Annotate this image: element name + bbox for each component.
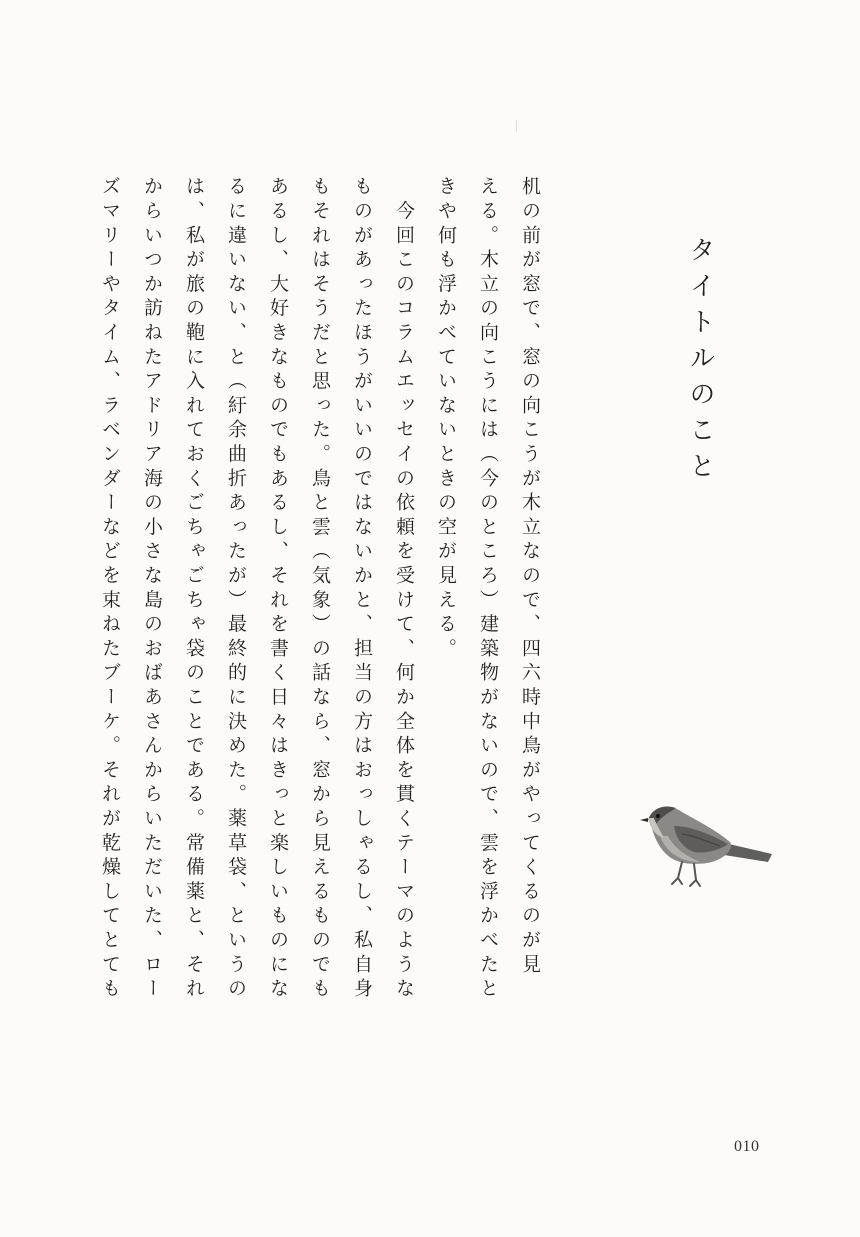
body-line: からいつか訪ねたアドリア海の小さな島のおばあさんからいただいた、ロー: [141, 176, 163, 1003]
body-line: ものがあったほうがいいのではないかと、担当の方はおっしゃるし、私自身: [351, 176, 373, 1003]
page-number: 010: [734, 1138, 760, 1155]
bird-illustration: [638, 796, 778, 896]
body-text: [89, 176, 551, 1003]
body-line: もそれはそうだと思った。鳥と雲（気象）の話なら、窓から見えるものでも: [309, 176, 331, 1003]
body-line: える。木立の向こうには（今のところ）建築物がないので、雲を浮かべたと: [477, 176, 499, 1003]
body-line: るに違いない、と（紆余曲折あったが）最終的に決めた。薬草袋、というの: [225, 176, 247, 1003]
crop-mark: [516, 120, 517, 132]
body-line: あるし、大好きなものでもあるし、それを書く日々はきっと楽しいものにな: [267, 176, 289, 1003]
body-line: きや何も浮かべていないときの空が見える。: [435, 176, 457, 662]
body-line: ズマリーやタイム、ラベンダーなどを束ねたブーケ。それが乾燥してとても: [99, 176, 121, 1003]
chapter-title: タイトルのこと: [685, 236, 715, 488]
body-line: 机の前が窓で、窓の向こうが木立なので、四六時中鳥がやってくるのが見: [519, 176, 541, 978]
body-line: は、私が旅の鞄に入れておくごちゃごちゃ袋のことである。常備薬と、それ: [183, 176, 205, 1003]
body-line: 今回このコラムエッセイの依頼を受けて、何か全体を貫くテーマのような: [393, 176, 415, 1003]
